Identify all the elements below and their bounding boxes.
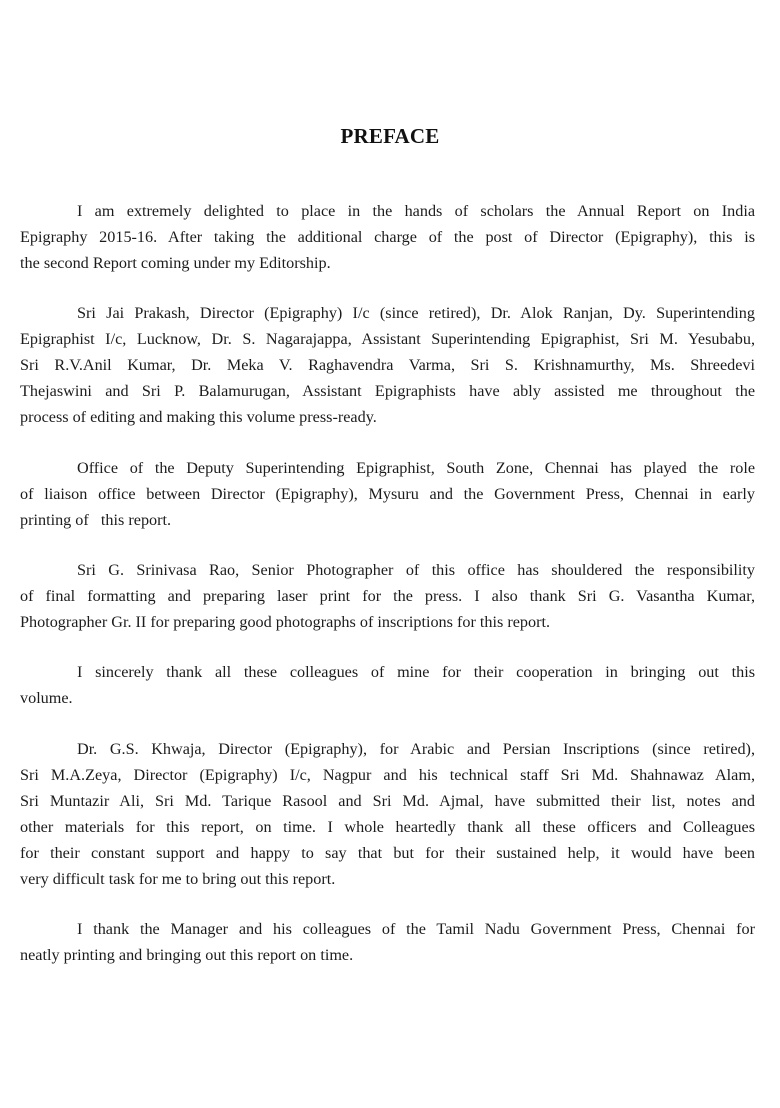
text-line: very difficult task for me to bring out this report. [20,870,336,888]
paragraph-intro [20,198,755,276]
text-line: I am extremely delighted to place in the hands of scholars the Annual Report on India [77,202,755,220]
text-line: Thejaswini and Sri P. Balamurugan, Assistant Epigraphists have ably assisted me throughout the [20,382,755,400]
text-line: other materials for this report, on time. I whole heartedly thank all these officers and Colleagues [20,818,755,836]
text-line: Sri M.A.Zeya, Director (Epigraphy) I/c, Nagpur and his technical staff Sri Md. Shahnawaz Alam, [20,766,755,784]
paragraph-colleagues-thanks [20,659,755,711]
text-line: of liaison office between Director (Epigraphy), Mysuru and the Government Press, Chennai in early [20,485,755,503]
text-line: Photographer Gr. II for preparing good photographs of inscriptions for this report. [20,613,551,631]
page-title: PREFACE [340,124,440,148]
text-line: printing of this report. [20,511,172,529]
paragraph-liaison-office [20,455,755,533]
text-line: Dr. G.S. Khwaja, Director (Epigraphy), for Arabic and Persian Inscriptions (since retired), [77,740,755,758]
paragraph-photographers [20,557,755,635]
text-line: Sri R.V.Anil Kumar, Dr. Meka V. Raghavendra Varma, Sri S. Krishnamurthy, Ms. Shreedevi [20,356,755,374]
text-line: Sri Muntazir Ali, Sri Md. Tarique Rasool and Sri Md. Ajmal, have submitted their list, notes and [20,792,755,810]
text-line: Office of the Deputy Superintending Epigraphist, South Zone, Chennai has played the role [77,459,755,477]
paragraph-press-thanks [20,916,755,968]
paragraph-arabic-persian [20,736,755,892]
text-line: Epigraphist I/c, Lucknow, Dr. S. Nagarajappa, Assistant Superintending Epigraphist, Sri M. Yesubabu, [20,330,755,348]
paragraph-assistants [20,300,755,430]
text-line: Sri Jai Prakash, Director (Epigraphy) I/c (since retired), Dr. Alok Ranjan, Dy. Superintending [77,304,755,322]
text-line: Epigraphy 2015-16. After taking the additional charge of the post of Director (Epigraphy), this is [20,228,755,246]
text-line: Sri G. Srinivasa Rao, Senior Photographer of this office has shouldered the responsibility [77,561,755,579]
text-line: I sincerely thank all these colleagues of mine for their cooperation in bringing out this [77,663,755,681]
text-line: the second Report coming under my Editorship. [20,254,331,272]
text-line: process of editing and making this volume press-ready. [20,408,377,426]
text-line: volume. [20,689,73,707]
text-line: I thank the Manager and his colleagues of the Tamil Nadu Government Press, Chennai for [77,920,755,938]
text-line: for their constant support and happy to say that but for their sustained help, it would have been [20,844,755,862]
text-line: neatly printing and bringing out this report on time. [20,946,354,964]
text-line: of final formatting and preparing laser print for the press. I also thank Sri G. Vasantha Kumar, [20,587,755,605]
